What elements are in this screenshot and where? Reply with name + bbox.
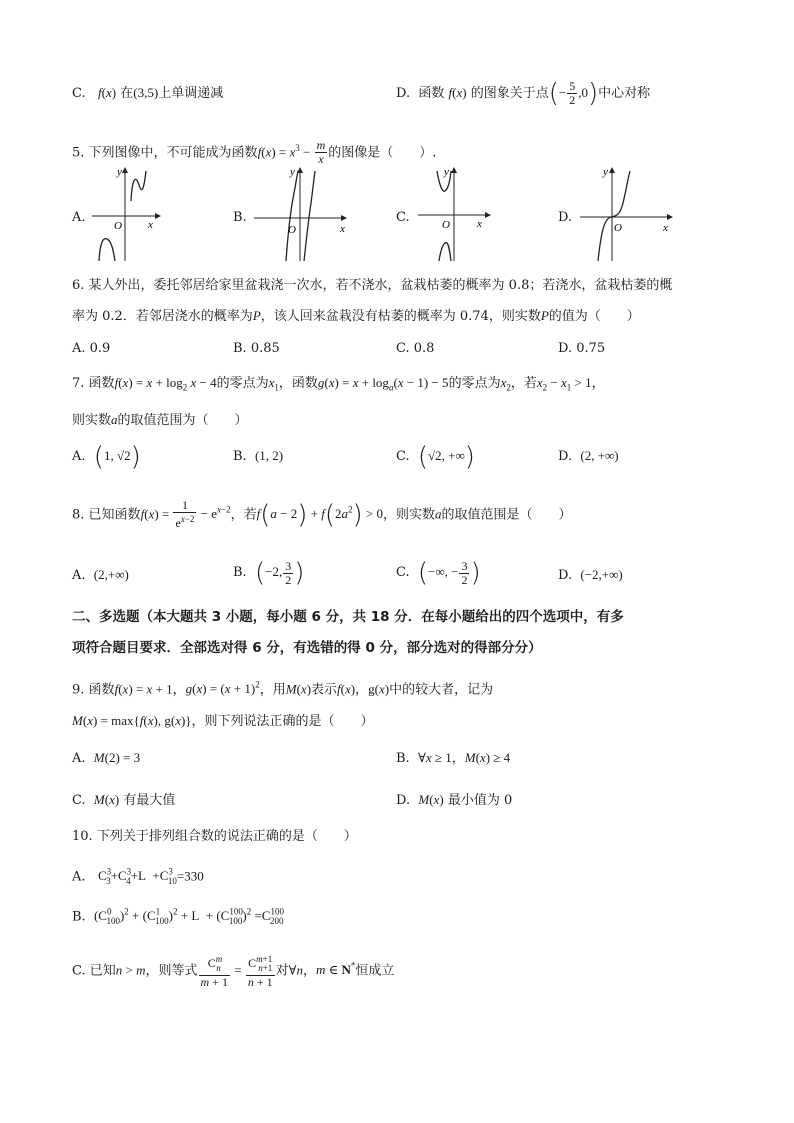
x-axis-label: x [148, 219, 153, 231]
text: 下列关于排列组合数的说法正确的是（ ） [96, 829, 357, 844]
math-interval: (3,5) [133, 85, 159, 100]
math-paren: ) [111, 85, 117, 100]
math-expr: $g(x) = (x + 1)^2$ [185, 680, 260, 697]
q8-stem [72, 492, 572, 533]
graph-d-label: D. [558, 210, 573, 225]
math-expr: M(x) [285, 681, 312, 697]
math-expr: $g(x) = x + \log_a(x - 1) - 5$ [317, 375, 449, 393]
option-label: D. [558, 449, 573, 464]
graph-c-label: C. [396, 210, 410, 225]
math-expr: M(x) [418, 792, 444, 807]
y-axis-label: y [290, 166, 295, 178]
text: 的零点为 [216, 376, 269, 391]
q7-stem [72, 373, 605, 398]
math-var: P [252, 308, 261, 323]
math-expr: g(x) [368, 681, 390, 697]
math-expr: f(x) = x + 1 [114, 681, 173, 697]
option-label: B. [233, 565, 247, 580]
q6-option-b: B. 0.85 [233, 341, 280, 356]
math-expr: (1, √2) [93, 442, 141, 473]
math-minus: − [558, 85, 567, 100]
math-expr: (2,+∞) [93, 567, 129, 582]
fraction-denominator: $e^{x-2}$ [175, 514, 195, 531]
q10-option-b [72, 902, 283, 931]
text: 有最大值 [123, 793, 176, 808]
graph-a [90, 163, 165, 263]
text: 恒成立 [355, 963, 395, 979]
text: 的取值范围是（ ） [441, 507, 572, 523]
q6-option-d: D. 0.75 [558, 341, 606, 356]
text: ，函数 [278, 376, 318, 391]
math-var: a [435, 506, 442, 522]
q7-option-b [233, 446, 283, 467]
option-label: B. [396, 751, 410, 766]
text: ，用 [259, 682, 286, 698]
option-label: D. [396, 86, 411, 101]
q7-option-c [396, 442, 475, 473]
y-axis-label: y [603, 166, 608, 178]
q6-line1: 6. 某人外出，委托邻居给家里盆栽浇一次水，若不浇水，盆栽枯萎的概率为 0.8；若浇水，盆栽枯萎的概 [72, 278, 673, 293]
option-label: A. [72, 449, 86, 464]
text: ，若 [510, 376, 537, 391]
math-paren: ) [462, 85, 467, 100]
q8-option-b [233, 552, 304, 593]
text: 下列图像中，不可能成为函数 [88, 145, 258, 161]
math-expr: f(x) = [140, 506, 173, 522]
q9-option-d [396, 790, 512, 811]
option-label: B. [72, 909, 86, 925]
text: ，该人回来盆栽没有枯萎的概率为 0.74，则实数 [260, 309, 541, 324]
q7-option-d [558, 446, 619, 467]
math-comma-zero: ,0 [578, 85, 589, 100]
math-paren: ( [548, 78, 559, 109]
q9-option-c [72, 790, 175, 811]
text: ， [172, 682, 186, 698]
math-exp: 3 [295, 143, 300, 153]
text: 的图象关于点 [470, 86, 549, 101]
math-expr: − $e^{x-2}$ [197, 505, 231, 522]
graph-a-label: A. [72, 210, 86, 225]
text: 函数 [88, 682, 115, 698]
math-fx: f [257, 144, 262, 160]
math-expr: $x_2$ [500, 375, 511, 393]
math-expr: $(C^0_{100})^2 + (C^1_{100})^2 + L + (C^{100}_{100})^2 =C^{100}_{200}$ [93, 907, 284, 926]
text: 函数 [88, 376, 115, 391]
text: ， [302, 963, 316, 979]
math-fraction: $\frac{C^m_n}{m + 1}$ [200, 954, 228, 989]
option-label: C. [72, 793, 86, 808]
question-number: 7. [72, 376, 85, 391]
q6-option-a: A. 0.9 [72, 341, 111, 356]
text: ，则实数 [383, 507, 436, 523]
section-heading-line1: 二、多选题（本大题共 3 小题，每小题 6 分，共 18 分．在每小题给出的四个选项中，有多 [72, 609, 624, 625]
math-paren: ) [271, 144, 276, 160]
math-expr: (1, 2) [254, 448, 284, 463]
graph-d [576, 163, 676, 263]
q9-option-b [396, 748, 510, 769]
question-number: 9. [72, 682, 85, 698]
option-label: A. [72, 568, 86, 583]
text: ，若 [230, 507, 257, 523]
math-expr: (2, +∞) [580, 448, 619, 463]
math-var: x [289, 144, 296, 160]
text: 的取值范围为（ ） [117, 413, 248, 428]
option-label: C. [72, 963, 86, 979]
text: 率为 0.2．若邻居浇水的概率为 [72, 309, 253, 324]
text: 最小值为 0 [447, 793, 513, 808]
math-expr: ∀n [288, 962, 303, 978]
text: 的图像是（ ）. [328, 145, 437, 161]
text: 对 [275, 963, 289, 979]
y-axis-label: y [117, 166, 122, 178]
origin-label: O [288, 224, 296, 236]
math-fx: f [98, 85, 102, 100]
text: ，则下列说法正确的是（ ） [191, 714, 374, 729]
q10-stem [72, 827, 357, 847]
math-expr: ∀x ≥ 1，M(x) ≥ 4 [417, 750, 511, 765]
math-paren: ( [261, 144, 266, 160]
fraction-denominator: 2 [569, 93, 576, 107]
graph-b-label: B. [233, 210, 247, 225]
q10-option-c [72, 946, 394, 991]
option-label: C. [396, 449, 410, 464]
math-expr: (−∞, − $\frac{3}{2}$ ) [417, 558, 481, 589]
text: 上单调递减 [158, 86, 224, 101]
x-axis-label: x [663, 222, 668, 234]
q7-line2 [72, 410, 248, 431]
fraction-numerator: 1 [173, 499, 196, 513]
math-expr: $f(a - 2) + f(2a^2) > 0$ [256, 500, 383, 531]
math-var: x [265, 144, 272, 160]
math-fraction: $\frac{C^{m+1}_{n+1}}{n + 1}$ [247, 954, 273, 989]
text: 的零点为 [448, 376, 501, 391]
question-number: 5. [72, 145, 85, 161]
math-expr: (−2, $\frac{3}{2}$ ) [254, 558, 305, 589]
y-axis-label: y [444, 166, 449, 178]
math-fraction [173, 499, 196, 530]
q8-option-c [396, 552, 481, 593]
math-value: =330 [176, 868, 204, 884]
q9-line2 [72, 711, 374, 732]
option-label: D. [558, 568, 573, 583]
graph-b [250, 163, 350, 263]
q10-option-a [72, 862, 204, 891]
text: 已知函数 [88, 507, 141, 523]
q6-line2 [72, 306, 640, 327]
math-expr: $f(x) = x + \log_2 x - 4$ [114, 375, 217, 393]
math-expr: f(x) [337, 681, 356, 697]
q4-option-d [396, 73, 650, 114]
q9-option-a [72, 748, 140, 769]
math-minus: − [299, 144, 314, 160]
option-label: A. [72, 751, 86, 766]
math-expr: m ∈ N* [316, 961, 356, 978]
origin-label: O [442, 219, 450, 231]
text: ，则等式 [145, 963, 198, 979]
option-label: C. [72, 86, 86, 101]
text: ， [355, 682, 369, 698]
math-expr: $x_2 - x_1 > 1$， [536, 375, 605, 393]
q8-option-a [72, 557, 129, 594]
text: 在 [120, 86, 134, 101]
math-expr: M(2) = 3 [93, 750, 141, 765]
option-label: C. [396, 565, 410, 580]
text: 表示 [311, 682, 338, 698]
option-label: D. [396, 793, 411, 808]
option-label: B. [233, 449, 247, 464]
fraction-numerator: m [316, 138, 326, 153]
q4-option-c [72, 83, 223, 104]
section-heading-line2: 项符合题目要求．全部选对得 6 分，有选错的得 0 分，部分选对的得部分分） [72, 640, 542, 656]
math-expr: $C^3_3+C^3_4+L +C^3_{10}$ [97, 867, 177, 886]
math-expr: (√2, +∞) [417, 442, 475, 473]
text: 中心对称 [598, 86, 651, 101]
origin-label: O [614, 222, 622, 234]
x-axis-label: x [340, 223, 345, 235]
math-paren: ( [101, 85, 106, 100]
math-var: x [456, 85, 463, 100]
math-eq: = [230, 962, 245, 978]
math-paren: ) [588, 78, 599, 109]
origin-label: O [114, 220, 122, 232]
q8-option-d [558, 557, 623, 594]
text: 已知 [89, 963, 116, 979]
option-label: A. [72, 869, 86, 885]
q6-option-c: C. 0.8 [396, 341, 435, 356]
x-axis-label: x [477, 218, 482, 230]
math-fx: f [448, 85, 453, 100]
q9-stem [72, 675, 493, 700]
math-var: x [106, 85, 112, 100]
fraction-numerator: 5 [569, 79, 576, 93]
text: 中的较大者，记为 [389, 682, 494, 698]
question-number: 10. [72, 829, 93, 844]
math-expr: $x_1$ [268, 375, 279, 393]
text: 函数 [418, 86, 445, 101]
text: 的值为（ ） [548, 309, 640, 324]
text: 则实数 [72, 413, 112, 428]
math-expr: (−2,+∞) [580, 567, 623, 582]
math-fraction [567, 80, 577, 107]
fraction-denominator: x [318, 152, 324, 167]
math-var: P [540, 308, 549, 323]
math-expr: M(x) = max{f(x), g(x)} [72, 713, 192, 728]
math-eq: = [275, 144, 290, 160]
q7-option-a [72, 442, 141, 473]
math-expr: n > m [115, 962, 146, 978]
math-expr: M(x) [93, 792, 120, 807]
graph-c [414, 163, 494, 263]
math-paren: ( [452, 85, 457, 100]
math-var: a [111, 412, 118, 427]
question-number: 8. [72, 507, 85, 523]
